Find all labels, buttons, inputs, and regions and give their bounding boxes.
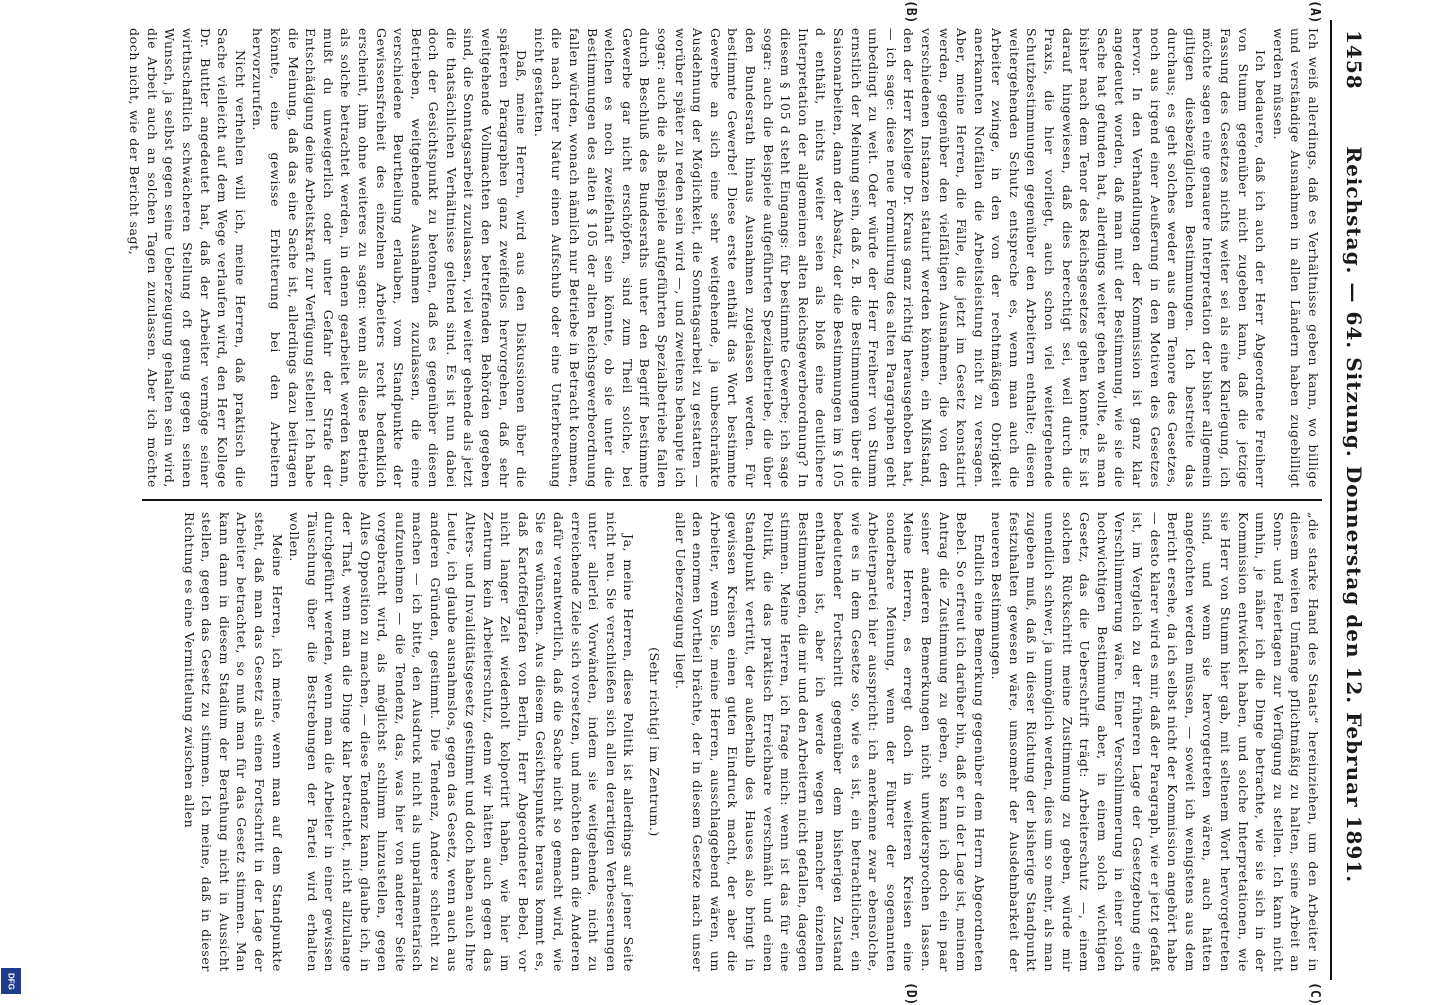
paragraph: Meine Herren, ich meine, wenn man auf dem Standpunkte steht, daß man das Gesetz als einen Fortschritt in der Lage der Arbeiter betrachtet, so muß man für das Gesetz stimmen. Man kann dann in diesem Stadium der Berathung nicht in Aussicht stellen, gegen das Gesetz zu stimmen. Ich meine, daß in dieser Richtung es eine Vermittelung zwischen allen xyxy=(181,512,285,972)
header-rule xyxy=(1330,20,1332,980)
margin-marker-d: (D) xyxy=(903,982,918,1005)
printed-page xyxy=(126,0,1376,1005)
margin-marker-a: (A) xyxy=(1307,0,1322,24)
dfg-logo: DFG xyxy=(1,968,21,994)
page-header xyxy=(1332,20,1376,980)
paragraph: „die starke Hand des Staats“ hereinziehen, um den Arbeiter in diesem weiten Umfange pflichtmäßig zu halten, seine Arbeit an Sonn- und Feiertagen zur Verfügung zu stellen. Ich kann nicht umhin, je näher ich die Dinge betrachte, wie sie sich in der Kommission entwickelt haben, und solche Interpretationen, wie sie Herr von Stumm hier gab, mit seltenem Wort hervorgetreten sind, und wenn sie hervorgetreten wären, auch hätten angefochten werden müssen, — soweit ich wenigstens aus dem Bericht ersehe, da ich selbst nicht der Kommission angehört habe — desto klarer wird es mir, daß der Paragraph, wie er jetzt gefaßt ist, im Vergleich zu der früheren Lage der Gesetzgebung eine Verschlimmerung wäre. Einer Verschlimmerung in einer solch hochwichtigen Bestimmung aber, in einem solch wichtigen Gesetz, das die Ueberschrift trägt: Arbeiterschutz —, einem solchen Rückschritt meine Zustimmung zu geben, würde mir unendlich schwer, ja unmöglich werden, dies um so mehr, als man zugeben muß, daß in dieser Richtung der bisherige Standpunkt festzuhalten gewesen wäre, umsomehr der Ausdehnbarkeit der neueren Bestimmungen. xyxy=(989,512,1321,972)
paragraph: Nicht verhehlen will ich, meine Herren, daß praktisch die Sache vielleicht auf dem Wege verlaufen wird, den Herr Kollege Dr. Buttler angedeutet hat, daß der Arbeiter vermöge seiner wirthschaftlich schwächeren Stellung oft genug gegen seinen Wunsch, ja selbst gegen seine Ueberzeugung gehalten sein wird, die Arbeit auch an solchen Tagen zuzulassen. Aber ich möchte doch nicht, wie der Bericht sagt, xyxy=(127,28,248,488)
digitization-footer xyxy=(0,0,22,1000)
running-title: Reichstag. — 64. Sitzung. Donnerstag den 12. Februar 1891. xyxy=(1342,146,1366,884)
left-column xyxy=(127,28,1322,488)
margin-marker-c: (C) xyxy=(1307,982,1322,1005)
paragraph: Daß, meine Herren, wird aus den Diskussionen über die späteren Paragraphen ganz zweifellos hervorgehen, daß sehr weitgehende Vollmachten den betreffenden Behörden gegeben sind, die Sonntagsarbeit zuzulassen, viel weiter gehende als jetzt die thatsächlichen Verhältnisse geltend sind. Es ist nun dabei doch der Gesichtspunkt zu betonen, daß es gegenüber diesen Betrieben, weitgehende Ausnahmen zuzulassen, die eine verschiedene Beurtheilung erlauben, vom Standpunkte der Gewissensfreiheit des einzelnen Arbeiters recht bedenklich erscheint, ihm ohne weiteres zu sagen: wenn als diese Betriebe als solche betrachtet werden, in denen gearbeitet werden kann, mußt du unweigerlich oder unter Gefahr der Strafe der Entschädigung deine Arbeitskraft zur Verfügung stellen! Ich habe die Meinung, daß das eine Sache ist, allerdings dazu beitragen könnte, eine gewisse Erbitterung bei den Arbeitern hervorzurufen. xyxy=(250,28,530,488)
page-number: 1458 xyxy=(1342,30,1366,90)
paragraph: Ich weiß allerdings, daß es Verhältnisse geben kann, wo billige und verständige Ausnahmen in allen Ländern haben zugebilligt werden müssen. xyxy=(1270,28,1321,488)
paragraph: Ich bedauere, daß ich auch der Herr Abgeordnete Freiherr von Stumm gegenüber nicht zugeben kann, daß die jetzige Fassung des Gesetzes nichts weiter sei als eine Klarlegung, ich möchte sagen eine genauere Interpretation der bisher allgemein giltigen diesbezüglichen Bestimmungen. Ich bestreite das durchaus; es geht solches weder aus dem Tenore des Gesetzes, noch aus irgend einer Aeußerung in den Motiven des Gesetzes hervor. In den Verhandlungen der Kommission ist ganz klar angedeutet worden, daß man mit der Bestimmung, wie sie die Sache hat gefunden hat, allerdings weiter gehen wollte, als man bisher nach dem Tenor des Reichsgesetzes gehen konnte. Es ist darauf hingewiesen, daß dies berechtigt sei, weil durch die Praxis, die hier vorliegt, auch schon viel weitergehende Schutzbestimmungen gegenüber den Arbeitern enthalte; diesen weitergehenden Schutz entspreche es, wenn man auch die Arbeiter zwinge, in den von der rechtmäßigen Obrigkeit anerkannten Notfällen die Arbeitsleistung nicht zu versagen. Aber, meine Herren, die Fälle, die jetzt im Gesetz konstatirt werden, gegenüber den vielfältigen Ausnahmen, die von den verschiedenen Instanzen statuirt werden können, ein Mißstand, den der Herr Kollege Dr. Kraus ganz richtig herausgehoben hat, — ich sage: diese neue Formulirung des alten Paragraphen geht unbedingt zu weit. Oder würde der Herr Freiherr von Stumm ernstlich der Meinung sein, daß z. B. die Bestimmungen über die Saisonarbeiten, dann der Absatz, der die Bestimmungen im § 105 d enthält, nichts weiter seien als bloß eine deutlichere Interpretation der allgemeinen alten Reichsgewerbeordnung? In diesem § 105 d steht Eingangs: für bestimmte Gewerbe; ich sage sogar: auch die Beispiele aufgeführten Spezialbetriebe, die über den Bundesrath hinaus Ausnahmen zugelassen werden. Für bestimmte Gewerbe! Diese erste enthält das Wort bestimmte Gewerbe an sich eine sehr weitgehende, ja unbeschränkte Ausdehnung der Möglichkeit, die Sonntagsarbeit zu gestatten — worüber später zu reden sein wird —, und zweitens behaupte ich sogar: auch die als Beispiele aufgeführten Spezialbetriebe fallen durch Beschluß des Bundesraths unter den Begriff bestimmte Gewerbe gar nicht erschöpfen, sind zum Theil solche, bei welchen es noch zweifelhaft sein könnte, ob sie unter die Bestimmungen des alten § 105 der alten Reichsgewerbeordnung fallen würden, wonach nämlich nur Betriebe in Betracht kommen, die nach ihrer Natur einen Aufschub oder eine Unterbrechung nicht gestatten. xyxy=(531,28,1269,488)
column-divider xyxy=(142,499,1322,501)
right-column xyxy=(142,512,1322,972)
paragraph: Endlich eine Bemerkung gegenüber dem Herrn Abgeordneten Bebel. So erfreut ich darüber bin, daß er in der Lage ist, meinem Antrag die Zustimmung zu geben, so kann ich doch ein paar seiner anderen Bemerkungen nicht unwidersprochen lassen. Meine Herren, es erregt doch in weiteren Kreisen eine sonderbare Meinung, wenn der Führer der sogenannten Arbeiterpartei hier ausspricht: ich anerkenne zwar ebensolche, wie es in dem Gesetze so, wie es ist, ein betrachtlicher, ein bedeutender Fortschritt gegenüber dem bisherigen Zustand enthalten ist, aber ich werde wegen mancher einzelnen Bestimmungen, die mir und den Arbeitern nicht gefallen, dagegen stimmen. Meine Herren, ich frage mich: wenn ist das für eine Politik, die das praktisch Erreichbare verschmäht und einen Standpunkt vertritt, der außerhalb des Hauses also bringt in gewissen Kreisen einen guten Eindruck macht, der aber die Arbeiter, wenn Sie, meine Herren, ausschlaggebend wären, um den enormen Vortheil brächte, der in diesem Gesetze nach unser aller Ueberzeugung liegt. xyxy=(672,512,987,972)
paragraph: Ja, meine Herren, diese Politik ist allerdings auf jener Seite nicht neu. Sie verschließen sich allen derartigen Verbesserungen unter allerlei Vorwänden, indem sie weitgehende, nicht zu erreichende Ziele sich vorsetzen, und möchten dann die Anderen dafür verantwortlich, daß die Sache nicht so gemacht wird, wie Sie es wünschen. Aus diesem Gesichtspunkte heraus kommt es, daß Kartoffelgrafen von Berlin, Herr Abgeordneter Bebel, vor nicht langer Zeit wiederholt kolportirt haben, wie hier im Zentrum kein Arbeiterschutz, denn wir hätten auch gegen das Alters- und Invaliditätsgesetz gestimmt und doch haben auch Ihre Leute, ich glaube ausnahmslos, gegen das Gesetz, wenn auch aus anderen Gründen, gestimmt. Die Tendenz, Andere schlecht zu machen — ich bitte, den Ausdruck nicht als unparlamentarisch aufzunehmen — die Tendenz, das, was hier von anderer Seite vorgebracht wird, als möglichst schlimm hinzustellen, gegen Alles Opposition zu machen, — diese Tendenz kann, glaube ich, in der That, wenn man die Dinge klar betrachtet, nicht allzulange durchgeführt werden, wenn man die Arbeiter in einer gewissen Täuschung über die Bestrebungen der Partei wird erhalten wollen. xyxy=(287,512,637,972)
margin-marker-b: (B) xyxy=(903,0,918,24)
interjection: (Sehr richtig! im Zentrum.) xyxy=(647,647,663,837)
